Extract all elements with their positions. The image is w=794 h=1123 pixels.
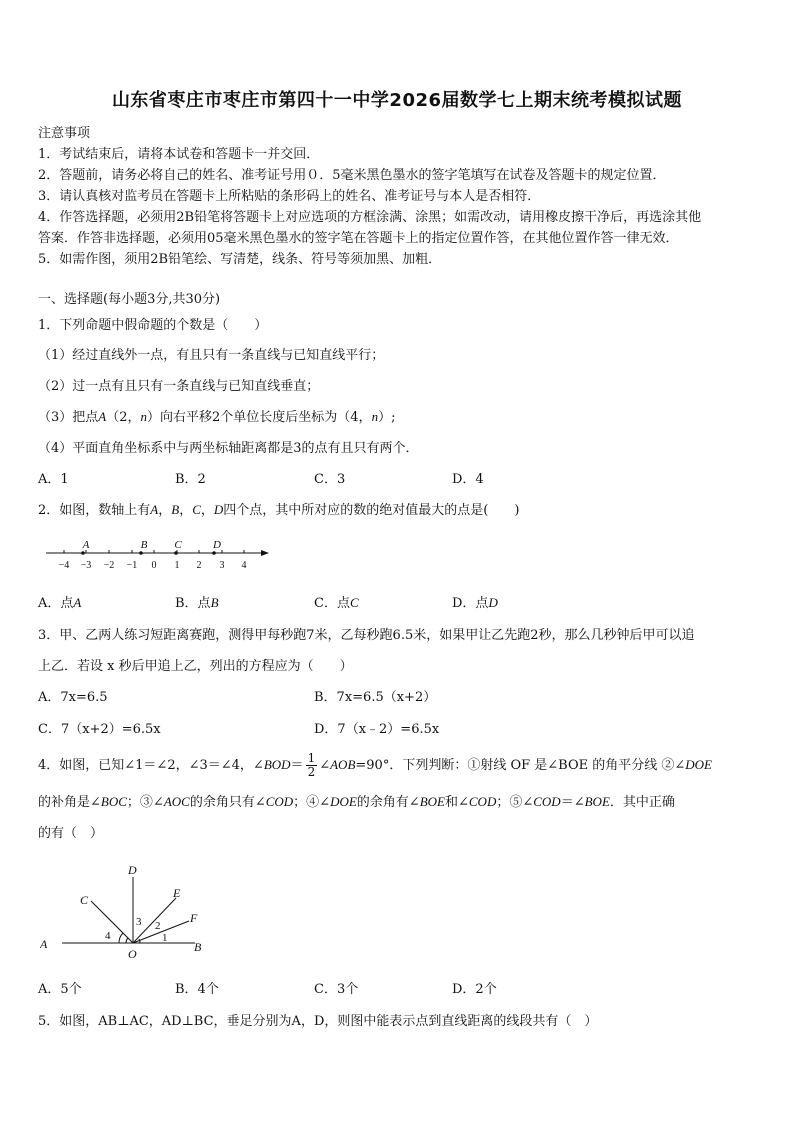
text: =90°．下列判断：①射线 OF 是∠BOE 的角平分线 ②∠ xyxy=(355,758,686,773)
page-title: 山东省枣庄市枣庄市第四十一中学2026届数学七上期末统考模拟试题 xyxy=(111,90,683,111)
arc-angle-4 xyxy=(119,933,123,943)
text: 和∠ xyxy=(444,795,469,810)
text: ；③∠ xyxy=(126,795,164,810)
arc-angle-4-inner xyxy=(126,938,128,943)
q1-option-c[interactable]: C．3 xyxy=(314,472,346,487)
var: A xyxy=(73,595,82,610)
point-a: A xyxy=(98,409,107,424)
tick-label: −1 xyxy=(126,560,138,571)
text: ；④∠ xyxy=(293,795,331,810)
tick-label: 2 xyxy=(196,560,202,571)
text: ＝ xyxy=(290,758,304,773)
fraction-numerator: 1 xyxy=(307,751,316,765)
tick-label: −2 xyxy=(103,560,115,571)
q1-option-b[interactable]: B．2 xyxy=(175,472,206,487)
angle-name: BOD xyxy=(263,757,291,772)
angle-name: COD xyxy=(468,794,497,809)
point-label-d: D xyxy=(213,539,221,551)
tick-label: −4 xyxy=(58,560,70,571)
angle-name: AOC xyxy=(163,794,190,809)
angle-name: BOE xyxy=(584,794,610,809)
question-4-line-3: 的有（ ） xyxy=(38,826,104,841)
angle-name: AOB xyxy=(330,757,356,772)
q1-statement-4: （4）平面直角坐标系中与两坐标轴距离都是3的点有且只有两个． xyxy=(38,441,419,456)
question-3-line-1: 3．甲、乙两人练习短距离赛跑，测得甲每秒跑7米，乙每秒跑6.5米，如果甲让乙先跑2秒，那么几秒钟后甲可以追 xyxy=(38,628,695,643)
var-n: n xyxy=(140,409,148,424)
point-label-a: A xyxy=(82,539,90,551)
notice-item: 4．作答选择题，必须用2B铅笔将答题卡上对应选项的方框涂满、涂黑；如需改动，请用橡皮擦干净后，再选涂其他 xyxy=(38,210,702,225)
text: 2．如图，数轴上有 xyxy=(38,503,151,518)
text: A．点 xyxy=(38,596,74,611)
label-c: C xyxy=(80,893,89,907)
ray-oc xyxy=(91,901,133,943)
angle-name: COD xyxy=(265,794,294,809)
angle-label-4: 4 xyxy=(105,930,111,942)
question-3-line-2: 上乙．若设 x 秒后甲追上乙，列出的方程应为（ ） xyxy=(38,659,353,674)
text: （2， xyxy=(106,410,141,425)
text: 4．如图，已知∠1＝∠2，∠3＝∠4，∠ xyxy=(38,758,264,773)
q2-option-d[interactable] xyxy=(452,592,498,611)
tick-label: 3 xyxy=(219,560,225,571)
text: C．点 xyxy=(314,596,350,611)
q1-statement-2: （2）过一点有且只有一条直线与已知直线垂直； xyxy=(38,379,320,394)
angle-label-1: 1 xyxy=(162,932,168,944)
label-o: O xyxy=(128,947,137,961)
var: D xyxy=(488,595,498,610)
number-line-figure xyxy=(40,534,280,574)
question-1-stem: 1．下列命题中假命题的个数是（ ） xyxy=(38,318,268,333)
text: 的余角有∠ xyxy=(356,795,420,810)
text: ．其中正确 xyxy=(609,795,675,810)
var-n: n xyxy=(371,409,379,424)
notice-item: 1．考试结束后，请将本试卷和答题卡一并交回． xyxy=(38,147,320,162)
text: ， xyxy=(179,503,193,518)
angle-label-2: 2 xyxy=(155,920,161,932)
angle-name: DOE xyxy=(685,757,712,772)
q1-statement-3 xyxy=(38,406,395,425)
text: B．点 xyxy=(175,596,211,611)
q4-option-c[interactable]: C．3个 xyxy=(314,982,359,997)
text: 四个点，其中所对应的数的绝对值最大的点是( ) xyxy=(223,503,520,518)
tick-label: 0 xyxy=(151,560,157,571)
text: ；⑤∠ xyxy=(496,795,534,810)
notice-heading: 注意事项 xyxy=(38,126,91,141)
q1-statement-1: （1）经过直线外一点，有且只有一条直线与已知直线平行； xyxy=(38,348,385,363)
label-a: A xyxy=(40,937,48,951)
label-d: D xyxy=(128,863,137,877)
var: C xyxy=(349,595,359,610)
tick-label: −3 xyxy=(80,560,92,571)
point-c-dot xyxy=(174,551,178,555)
var: B xyxy=(210,595,219,610)
question-2-stem xyxy=(38,499,519,518)
q2-option-a[interactable] xyxy=(38,592,81,611)
point-d-dot xyxy=(212,551,216,555)
notice-item: 3．请认真核对监考员在答题卡上所粘贴的条形码上的姓名、准考证号与本人是否相符． xyxy=(38,189,541,204)
angle-name: DOE xyxy=(330,794,357,809)
text: （3）把点 xyxy=(38,410,99,425)
question-4-line-2 xyxy=(38,791,675,810)
label-b: B xyxy=(194,940,202,954)
label-e: E xyxy=(173,886,181,900)
q4-option-a[interactable]: A．5个 xyxy=(38,982,82,997)
point-b: B xyxy=(171,502,180,517)
text: ， xyxy=(158,503,172,518)
question-5-stem: 5．如图，AB⊥AC，AD⊥BC，垂足分别为A，D，则图中能表示点到直线距离的线段共有（ ） xyxy=(38,1014,598,1029)
text: D．点 xyxy=(452,596,489,611)
point-b-dot xyxy=(139,551,143,555)
q1-option-a[interactable]: A．1 xyxy=(38,472,69,487)
text: ， xyxy=(200,503,214,518)
text: 的余角只有∠ xyxy=(189,795,266,810)
text: 的补角是∠ xyxy=(38,795,101,810)
label-f: F xyxy=(190,911,198,925)
text: ）; xyxy=(378,410,396,425)
angle-figure xyxy=(40,860,230,970)
tick-label: 1 xyxy=(174,560,180,571)
q4-option-d[interactable]: D．2个 xyxy=(452,982,497,997)
point-c: C xyxy=(192,502,201,517)
q3-option-b[interactable]: B．7x=6.5（x+2） xyxy=(314,690,437,705)
fraction-one-half xyxy=(306,752,318,779)
point-label-b: B xyxy=(140,539,148,551)
question-4-line-1 xyxy=(38,752,712,779)
q2-option-b[interactable] xyxy=(175,592,219,611)
angle-name: BOE xyxy=(419,794,445,809)
text: ）向右平移2个单位长度后坐标为（4， xyxy=(147,410,372,425)
text: ＝∠ xyxy=(560,795,585,810)
point-a: A xyxy=(150,502,159,517)
angle-label-3: 3 xyxy=(136,916,142,928)
notice-item: 5．如需作图，须用2B铅笔绘、写清楚，线条、符号等须加黑、加粗． xyxy=(38,252,442,267)
q3-option-d[interactable]: D．7（x﹣2）=6.5x xyxy=(314,722,440,737)
point-label-c: C xyxy=(174,539,182,551)
q2-option-c[interactable] xyxy=(314,592,359,611)
angle-name: BOC xyxy=(100,794,127,809)
fraction-denominator: 2 xyxy=(307,765,316,779)
axis-arrow xyxy=(261,550,269,556)
section-heading: 一、选择题(每小题3分,共30分) xyxy=(38,292,221,307)
text: ∠ xyxy=(319,758,331,773)
tick-label: 4 xyxy=(241,560,247,571)
q4-option-b[interactable]: B．4个 xyxy=(175,982,219,997)
q3-option-c[interactable]: C．7（x+2）=6.5x xyxy=(38,722,161,737)
q3-option-a[interactable]: A．7x=6.5 xyxy=(38,690,108,705)
q1-option-d[interactable]: D．4 xyxy=(452,472,484,487)
point-d: D xyxy=(213,502,224,517)
notice-item: 2．答题前，请务必将自己的姓名、准考证号用０．5毫米黑色墨水的签字笔填写在试卷及答题卡的规定位置． xyxy=(38,168,666,183)
point-a-dot xyxy=(81,551,85,555)
angle-name: COD xyxy=(533,794,561,809)
notice-item: 答案．作答非选择题，必须用05毫米黑色墨水的签字笔在答题卡上的指定位置作答，在其他位置作答一律无效． xyxy=(38,231,679,246)
